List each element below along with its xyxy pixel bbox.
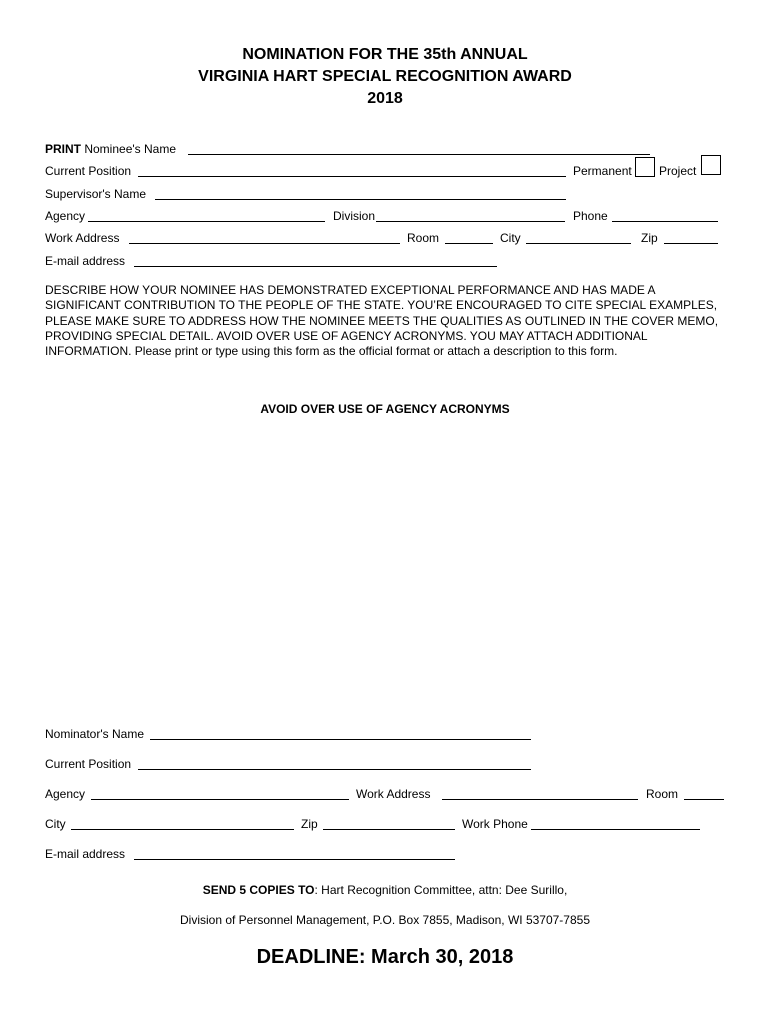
nominee-city-field[interactable] [526,243,631,244]
deadline-label: DEADLINE [256,946,359,968]
permanent-checkbox[interactable] [635,157,655,177]
send-copies-line [0,883,770,897]
print-prefix: PRINT [45,142,81,156]
nominator-name-label: Nominator's Name [45,727,144,741]
nominee-zip-label: Zip [641,231,658,245]
permanent-label: Permanent [573,164,632,178]
nominee-room-label: Room [407,231,440,245]
phone-label: Phone [573,209,608,223]
nominator-zip-label: Zip [301,817,318,831]
nominator-room-label: Room [646,787,679,801]
title-line-2: VIRGINIA HART SPECIAL RECOGNITION AWARD [198,68,572,85]
nominee-city-label: City [500,231,521,245]
nominee-zip-field[interactable] [664,243,718,244]
deadline-date: : March 30, 2018 [358,946,514,968]
nominator-city-field[interactable] [71,829,294,830]
nominee-work-address-field[interactable] [129,243,400,244]
nominee-name-label [45,142,176,156]
nominator-position-field[interactable] [138,769,531,770]
nominator-agency-label: Agency [45,787,86,801]
title-line-3: 2018 [367,90,403,107]
nominator-position-label: Current Position [45,757,132,771]
title-line-1: NOMINATION FOR THE 35th ANNUAL [242,46,528,63]
nominee-email-field[interactable] [134,266,497,267]
send-copies-text: : Hart Recognition Committee, attn: Dee Surillo, [314,883,568,897]
division-label: Division [333,209,376,223]
nominator-name-field[interactable] [150,739,531,740]
nominator-city-label: City [45,817,66,831]
nominee-position-field[interactable] [138,176,566,177]
send-copies-prefix: SEND 5 COPIES TO [202,883,315,897]
nominee-email-label: E-mail address [45,254,126,268]
nominator-zip-field[interactable] [323,829,455,830]
supervisor-label: Supervisor's Name [45,187,146,201]
deadline [0,945,770,969]
nominee-agency-label: Agency [45,209,86,223]
nominee-name-label-text: Nominee's Name [84,142,177,156]
form-title [0,44,770,110]
nominator-work-phone-label: Work Phone [462,817,528,831]
nominator-agency-field[interactable] [91,799,349,800]
instructions-paragraph: DESCRIBE HOW YOUR NOMINEE HAS DEMONSTRATED EXCEPTIONAL PERFORMANCE AND HAS MADE A SIGNIFICANT CONTRIBUTION TO THE PEOPLE OF THE STATE. YOU’RE ENCOURAGED TO CITE SPECIAL EXAMPLES, PLEASE MAKE SURE TO ADDRESS HOW THE NOMINEE MEETS THE QUALITIES AS OUTLINED IN THE COVER MEMO, PROVIDING SPECIAL DETAIL. AVOID OVER USE OF AGENCY ACRONYMS. YOU MAY ATTACH ADDITIONAL INFORMATION. Please print or type using this form as the official format or attach a description to this form. [45,283,719,359]
nominee-room-field[interactable] [445,243,493,244]
nominator-email-label: E-mail address [45,847,126,861]
nominee-name-field[interactable] [188,154,650,155]
nominee-work-address-label: Work Address [45,231,120,245]
nominator-work-address-field[interactable] [442,799,638,800]
nominator-work-phone-field[interactable] [531,829,700,830]
project-checkbox[interactable] [701,155,721,175]
avoid-acronyms-note: AVOID OVER USE OF AGENCY ACRONYMS [260,402,510,416]
nominator-work-address-label: Work Address [356,787,431,801]
supervisor-field[interactable] [155,199,566,200]
nominator-email-field[interactable] [134,859,455,860]
nominee-position-label: Current Position [45,164,132,178]
nominator-room-field[interactable] [684,799,724,800]
nominee-agency-field[interactable] [88,221,325,222]
description-area[interactable] [45,425,725,715]
mailing-address: Division of Personnel Management, P.O. Box 7855, Madison, WI 53707-7855 [179,913,590,927]
project-label: Project [659,164,697,178]
division-field[interactable] [376,221,565,222]
phone-field[interactable] [612,221,718,222]
